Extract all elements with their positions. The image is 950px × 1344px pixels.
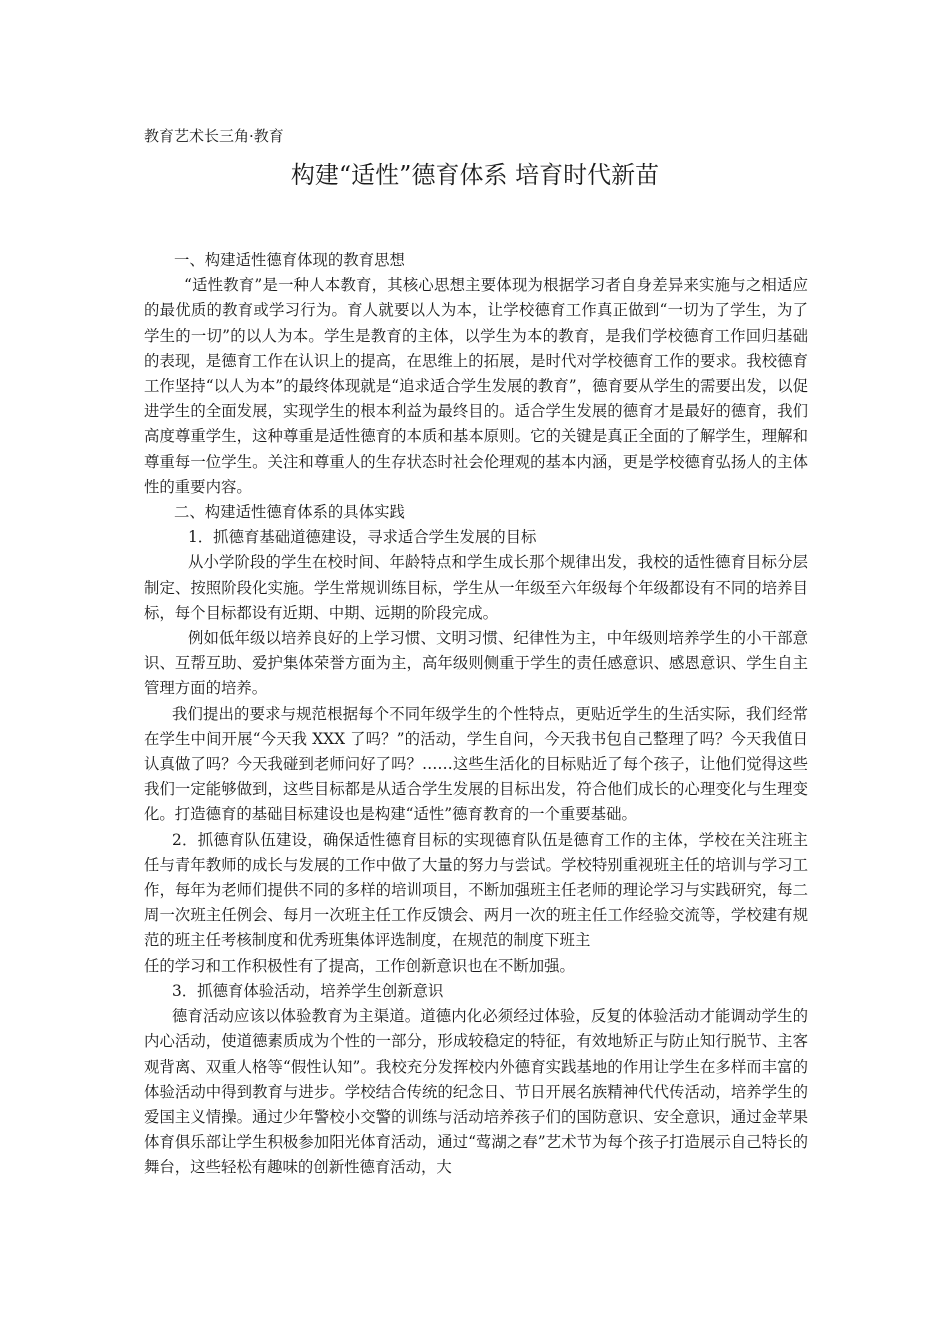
paragraph: “适性教育”是一种人本教育，其核心思想主要体现为根据学习者自身差异来实施与之相适应的最优质的教育或学习行为。育人就要以人为本，让学校德育工作真正做到“一切为了学生，为了学生的一切”的以人为本。学生是教育的主体，以学生为本的教育，是我们学校德育工作回归基础的表现，是德育工作在认识上的提高，在思维上的拓展，是时代对学校德育工作的要求。我校德育工作坚持“以人为本”的最终体现就是“追求适合学生发展的教育”，德育要从学生的需要出发，以促进学生的全面发展，实现学生的根本利益为最终目的。适合学生发展的德育才是最好的德育，我们高度尊重学生，这种尊重是适性德育的本质和基本原则。它的关键是真正全面的了解学生，理解和尊重每一位学生。关注和尊重人的生存状态时社会伦理观的基本内涵，更是学校德育弘扬人的主体性的重要内容。 <box>144 276 808 496</box>
paragraph: 二、构建适性德育体系的具体实践 <box>174 503 405 522</box>
document-header: 教育艺术长三角·教育 <box>144 127 284 145</box>
paragraph: 2．抓德育队伍建设，确保适性德育目标的实现德育队伍是德育工作的主体，学校在关注班主任与青年教师的成长与发展的工作中做了大量的努力与尝试。学校特别重视班主任的培训与学习工作，每年为老师们提供不同的多样的培训项目，不断加强班主任老师的理论学习与实践研究，每二周一次班主任例会、每月一次班主任工作反馈会、两月一次的班主任工作经验交流等，学校建有规范的班主任考核制度和优秀班集体评选制度，在规范的制度下班主 <box>144 830 808 950</box>
document-body <box>144 248 808 1181</box>
paragraph: 例如低年级以培养良好的上学习惯、文明习惯、纪律性为主，中年级则培养学生的小干部意识、互帮互助、爱护集体荣誉方面为主，高年级则侧重于学生的责任感意识、感恩意识、学生自主管理方面的培养。 <box>144 629 808 698</box>
paragraph: 一、构建适性德育体现的教育思想 <box>174 251 405 269</box>
paragraph: 1．抓德育基础道德建设，寻求适合学生发展的目标 <box>188 528 537 547</box>
paragraph: 任的学习和工作积极性有了提高，工作创新意识也在不断加强。 <box>144 956 575 975</box>
page-title: 构建“适性”德育体系 培育时代新苗 <box>290 161 660 189</box>
paragraph: 3．抓德育体验活动，培养学生创新意识 <box>172 981 444 1000</box>
paragraph: 我们提出的要求与规范根据每个不同年级学生的个性特点，更贴近学生的生活实际，我们经常在学生中间开展“今天我 XXX 了吗？”的活动，学生自问，今天我书包自己整理了吗？今天我值日认真做了吗？今天我碰到老师问好了吗？……这些生活化的目标贴近了每个孩子，让他们觉得这些我们一定能够做到，这些目标都是从适合学生发展的目标出发，符合他们成长的心理变化与生理变化。打造德育的基础目标建设也是构建“适性”德育教育的一个重要基础。 <box>144 704 808 824</box>
paragraph: 从小学阶段的学生在校时间、年龄特点和学生成长那个规律出发，我校的适性德育目标分层制定、按照阶段化实施。学生常规训练目标，学生从一年级至六年级每个年级都设有不同的培养目标，每个目标都设有近期、中期、远期的阶段完成。 <box>144 553 808 622</box>
paragraph: 德育活动应该以体验教育为主渠道。道德内化必须经过体验，反复的体验活动才能调动学生的内心活动，使道德素质成为个性的一部分，形成较稳定的特征，有效地矫正与防止知行脱节、主客观背离、双重人格等“假性认知”。我校充分发挥校内外德育实践基地的作用让学生在多样而丰富的体验活动中得到教育与进步。学校结合传统的纪念日、节日开展名族精神代代传活动，培养学生的爱国主义情操。通过少年警校小交警的训练与活动培养孩子们的国防意识、安全意识，通过金苹果体育俱乐部让学生积极参加阳光体育活动，通过“莺湖之春”艺术节为每个孩子打造展示自己特长的舞台，这些轻松有趣味的创新性德育活动，大 <box>144 1007 808 1177</box>
